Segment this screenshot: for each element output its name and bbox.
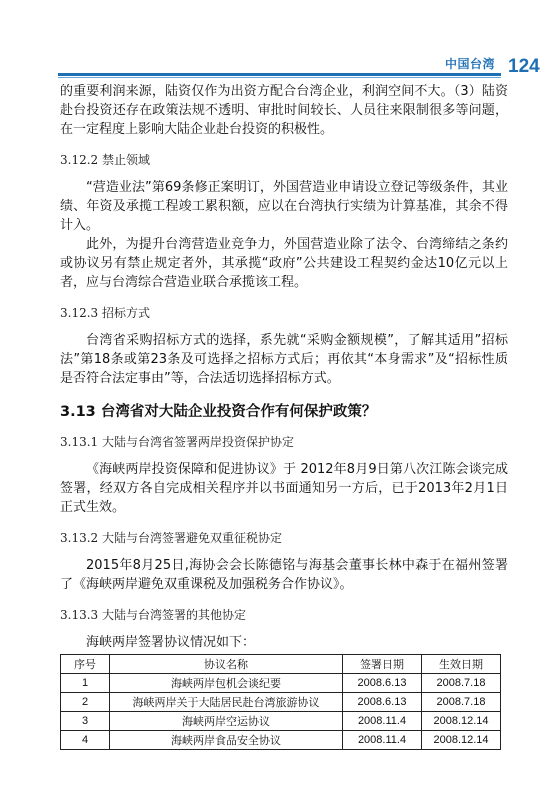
page-body	[60, 82, 508, 750]
paragraph-tax-agreement: 2015年8月25日,海协会会长陈德铭与海基会董事长林中森于在福州签署了《海峡两岸避免双重课税及加强税务合作协议》。	[60, 558, 508, 592]
section-header-label: 中国台湾	[445, 57, 496, 71]
page-number: 124	[508, 56, 540, 77]
col-header-name: 协议名称	[110, 655, 343, 674]
paragraph-joint-contracting: 此外，为提升台湾营造业竞争力，外国营造业除了法令、台湾缔结之条约或协议另有禁止规定者外，其承揽“政府”公共建设工程契约金达10亿元以上者，应与台湾综合营造业联合承揽该工程。	[60, 237, 508, 290]
cell-number: 2	[61, 693, 110, 712]
cell-number: 3	[61, 712, 110, 731]
cell-name: 海峡两岸空运协议	[110, 712, 343, 731]
heading-3-13: 3.13 台湾省对大陆企业投资合作有何保护政策？	[60, 404, 377, 420]
cell-sign-date: 2008.11.4	[343, 712, 422, 731]
cell-number: 1	[61, 674, 110, 693]
heading-3-13-3: 3.13.3 大陆与台湾签署的其他协定	[60, 608, 246, 622]
table-intro: 海峡两岸签署协议情况如下：	[86, 635, 256, 650]
col-header-sign-date: 签署日期	[343, 655, 422, 674]
cell-effective-date: 2008.12.14	[422, 712, 501, 731]
paragraph-intro: 的重要利润来源，陆资仅作为出资方配合台湾企业，利润空间不大。（3）陆资赴台投资还存在政策法规不透明、审批时间较长、人员往来限制很多等问题，在一定程度上影响大陆企业赴台投资的积极性。	[60, 84, 508, 137]
table-row	[61, 693, 501, 712]
cell-effective-date: 2008.7.18	[422, 693, 501, 712]
cell-effective-date: 2008.7.18	[422, 674, 501, 693]
cell-number: 4	[61, 731, 110, 750]
header-rule-thin	[58, 77, 501, 78]
heading-3-12-2: 3.12.2 禁止领域	[60, 153, 150, 167]
heading-3-13-1: 3.13.1 大陆与台湾省签署两岸投资保护协定	[60, 435, 294, 449]
col-header-number: 序号	[61, 655, 110, 674]
paragraph-construction-law: “营造业法”第69条修正案明订，外国营造业申请设立登记等级条件，其业绩、年资及承揽工程竣工累积额，应以在台湾执行实绩为计算基准，其余不得计入。	[60, 180, 508, 233]
cell-name: 海峡两岸食品安全协议	[110, 731, 343, 750]
col-header-effective-date: 生效日期	[422, 655, 501, 674]
cell-sign-date: 2008.6.13	[343, 674, 422, 693]
paragraph-tender-method: 台湾省采购招标方式的选择，系先就“采购金额规模”，了解其适用”招标法”第18条或第23条及可选择之招标方式后；再依其“本身需求”及“招标性质是否符合法定事由”等，合法适切选择招标方式。	[60, 333, 508, 386]
table-header-row	[61, 655, 501, 674]
cell-sign-date: 2008.6.13	[343, 693, 422, 712]
cell-sign-date: 2008.11.4	[343, 731, 422, 750]
table-row	[61, 731, 501, 750]
paragraph-investment-agreement: 《海峡两岸投资保障和促进协议》于 2012年8月9日第八次江陈会谈完成签署，经双方各自完成相关程序并以书面通知另一方后，已于2013年2月1日正式生效。	[60, 462, 508, 515]
header-rule	[58, 73, 501, 76]
cell-name: 海峡两岸关于大陆居民赴台湾旅游协议	[110, 693, 343, 712]
heading-3-13-2: 3.13.2 大陆与台湾签署避免双重征税协定	[60, 531, 282, 545]
cell-name: 海峡两岸包机会谈纪要	[110, 674, 343, 693]
table-row	[61, 712, 501, 731]
heading-3-12-3: 3.12.3 招标方式	[60, 306, 150, 320]
table-row	[61, 674, 501, 693]
agreements-table	[60, 654, 501, 750]
cell-effective-date: 2008.12.14	[422, 731, 501, 750]
